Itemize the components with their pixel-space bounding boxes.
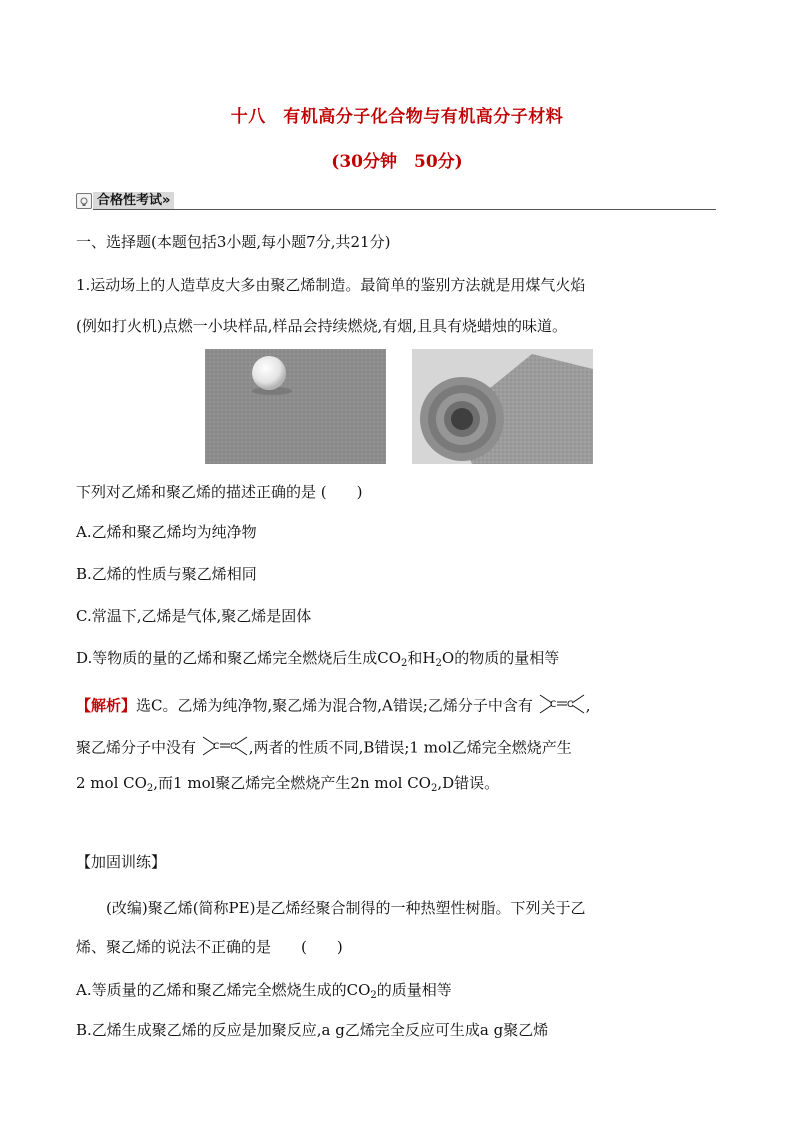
- rolled-turf-photo: [412, 349, 593, 464]
- q1-option-d: D.等物质的量的乙烯和聚乙烯完全燃烧后生成$CO_2$和$H_2O$的物质的量相等: [76, 649, 560, 669]
- q1-stem: 下列对乙烯和聚乙烯的描述正确的是 ( ): [76, 483, 363, 501]
- bulb-icon: [76, 193, 92, 209]
- page-title: 十八 有机高分子化合物与有机高分子材料: [230, 107, 564, 127]
- section-label: 合格性考试»: [93, 192, 174, 209]
- q1-option-c: C.常温下,乙烯是气体,聚乙烯是固体: [76, 607, 312, 625]
- double-bond-structure-icon: [538, 693, 586, 720]
- q1-line1: 1.运动场上的人造草皮大多由聚乙烯制造。最简单的鉴别方法就是用煤气火焰: [76, 276, 586, 294]
- section-bar: [76, 192, 716, 210]
- page-subtitle: (30分钟 50分): [331, 152, 463, 172]
- analysis-line3: 2 mol $CO_2$,而1 mol聚乙烯完全燃烧产生2n mol $CO_2,D$错误。: [76, 774, 500, 794]
- reinforce-stem-line2: 烯、聚乙烯的说法不正确的是 ( ): [76, 938, 343, 956]
- golf-ball-on-turf-photo: [205, 349, 386, 464]
- chevron-double-right-icon: »: [162, 193, 171, 208]
- double-bond-structure-icon: [201, 735, 249, 762]
- q1-option-a: A.乙烯和聚乙烯均为纯净物: [76, 523, 257, 541]
- reinforce-stem-line1: (改编)聚乙烯(简称PE)是乙烯经聚合制得的一种热塑性树脂。下列关于乙: [76, 899, 586, 917]
- svg-text:C: C: [549, 700, 556, 710]
- reinforce-option-a: A.等质量的乙烯和聚乙烯完全燃烧生成的$CO_2$的质量相等: [76, 981, 452, 1001]
- reinforce-heading: 【加固训练】: [76, 853, 167, 871]
- analysis-line2: 聚乙烯分子中没有 C C ,两者的性质不同,B错误;1 mol乙烯完全燃烧产生: [76, 735, 572, 762]
- svg-text:C: C: [566, 700, 573, 710]
- analysis-line1: 【解析】选C。乙烯为纯净物,聚乙烯为混合物,A错误;乙烯分子中含有 C C ,: [76, 693, 590, 720]
- reinforce-option-b: B.乙烯生成聚乙烯的反应是加聚反应,a g乙烯完全反应可生成a g聚乙烯: [76, 1021, 549, 1039]
- svg-text:C: C: [229, 742, 237, 752]
- divider: [93, 209, 716, 210]
- analysis-label: 【解析】: [76, 696, 137, 715]
- q1-line2: (例如打火机)点燃一小块样品,样品会持续燃烧,有烟,且具有烧蜡烛的味道。: [76, 317, 568, 335]
- svg-text:C: C: [212, 742, 220, 752]
- part-heading: 一、选择题(本题包括3小题,每小题7分,共21分): [76, 233, 391, 251]
- q1-option-b: B.乙烯的性质与聚乙烯相同: [76, 565, 257, 583]
